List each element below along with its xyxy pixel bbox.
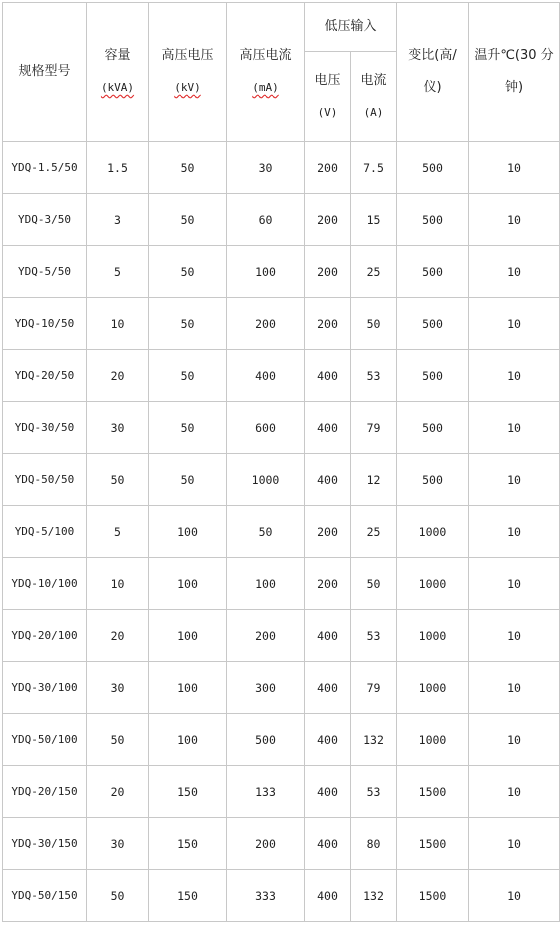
header-lv-current	[351, 52, 397, 142]
cell-hv-current: 30	[227, 142, 305, 194]
cell-temp-rise: 10	[469, 298, 560, 350]
cell-hv-current: 500	[227, 714, 305, 766]
cell-model: YDQ-50/150	[3, 870, 87, 922]
cell-lv-current: 132	[351, 870, 397, 922]
cell-temp-rise: 10	[469, 714, 560, 766]
cell-model: YDQ-5/100	[3, 506, 87, 558]
header-hv-voltage-label: 高压电压	[161, 48, 214, 63]
cell-temp-rise: 10	[469, 662, 560, 714]
cell-temp-rise: 10	[469, 818, 560, 870]
cell-capacity: 50	[87, 714, 149, 766]
cell-model: YDQ-10/100	[3, 558, 87, 610]
header-capacity-unit: (kVA)	[100, 81, 135, 94]
cell-ratio: 1000	[397, 506, 469, 558]
cell-hv-voltage: 150	[149, 766, 227, 818]
table-body	[3, 142, 560, 922]
header-temp-rise	[469, 3, 560, 142]
cell-hv-current: 100	[227, 558, 305, 610]
cell-temp-rise: 10	[469, 194, 560, 246]
header-lv-voltage-label: 电压	[314, 72, 341, 88]
table-header	[3, 3, 560, 142]
cell-hv-current: 100	[227, 246, 305, 298]
header-model-label: 规格型号	[18, 64, 71, 79]
cell-ratio: 500	[397, 246, 469, 298]
cell-temp-rise: 10	[469, 246, 560, 298]
cell-lv-current: 50	[351, 298, 397, 350]
cell-lv-current: 15	[351, 194, 397, 246]
table-row	[3, 142, 560, 194]
header-hv-current	[227, 3, 305, 142]
header-capacity	[87, 3, 149, 142]
cell-hv-voltage: 100	[149, 558, 227, 610]
table-row	[3, 350, 560, 402]
cell-model: YDQ-5/50	[3, 246, 87, 298]
table-row	[3, 298, 560, 350]
cell-hv-current: 600	[227, 402, 305, 454]
cell-capacity: 30	[87, 402, 149, 454]
cell-temp-rise: 10	[469, 142, 560, 194]
table-row	[3, 558, 560, 610]
cell-capacity: 5	[87, 506, 149, 558]
cell-model: YDQ-30/150	[3, 818, 87, 870]
cell-ratio: 500	[397, 142, 469, 194]
cell-lv-current: 25	[351, 246, 397, 298]
cell-lv-voltage: 200	[305, 194, 351, 246]
cell-lv-voltage: 400	[305, 714, 351, 766]
cell-hv-current: 60	[227, 194, 305, 246]
cell-capacity: 10	[87, 298, 149, 350]
cell-temp-rise: 10	[469, 870, 560, 922]
cell-hv-current: 200	[227, 818, 305, 870]
cell-temp-rise: 10	[469, 454, 560, 506]
cell-lv-voltage: 200	[305, 298, 351, 350]
header-lv-input-label: 低压输入	[324, 19, 377, 35]
cell-capacity: 50	[87, 454, 149, 506]
cell-capacity: 10	[87, 558, 149, 610]
cell-model: YDQ-1.5/50	[3, 142, 87, 194]
cell-lv-current: 80	[351, 818, 397, 870]
cell-model: YDQ-20/100	[3, 610, 87, 662]
cell-ratio: 1000	[397, 714, 469, 766]
cell-capacity: 5	[87, 246, 149, 298]
cell-lv-voltage: 200	[305, 142, 351, 194]
cell-hv-current: 200	[227, 610, 305, 662]
table-row	[3, 818, 560, 870]
header-temp-rise-label: 温升℃(30 分	[474, 48, 554, 63]
cell-temp-rise: 10	[469, 766, 560, 818]
cell-ratio: 1000	[397, 558, 469, 610]
spec-table	[2, 2, 560, 922]
header-lv-voltage-unit: (V)	[317, 105, 338, 119]
header-lv-current-unit: (A)	[363, 105, 384, 119]
table-row	[3, 402, 560, 454]
cell-lv-current: 7.5	[351, 142, 397, 194]
cell-hv-voltage: 50	[149, 402, 227, 454]
cell-ratio: 500	[397, 298, 469, 350]
header-ratio-label-cont: 仪)	[423, 80, 442, 95]
cell-ratio: 500	[397, 194, 469, 246]
header-model	[3, 3, 87, 142]
cell-hv-voltage: 50	[149, 246, 227, 298]
cell-lv-current: 12	[351, 454, 397, 506]
cell-ratio: 1500	[397, 818, 469, 870]
cell-capacity: 20	[87, 610, 149, 662]
cell-hv-voltage: 100	[149, 662, 227, 714]
cell-lv-voltage: 400	[305, 610, 351, 662]
cell-lv-current: 132	[351, 714, 397, 766]
cell-model: YDQ-20/150	[3, 766, 87, 818]
cell-ratio: 1500	[397, 870, 469, 922]
cell-temp-rise: 10	[469, 402, 560, 454]
cell-ratio: 500	[397, 402, 469, 454]
cell-model: YDQ-30/50	[3, 402, 87, 454]
cell-lv-current: 25	[351, 506, 397, 558]
cell-lv-current: 79	[351, 662, 397, 714]
cell-capacity: 20	[87, 766, 149, 818]
cell-lv-current: 79	[351, 402, 397, 454]
cell-model: YDQ-30/100	[3, 662, 87, 714]
header-ratio-label: 变比(高/	[408, 48, 457, 63]
cell-lv-voltage: 400	[305, 350, 351, 402]
cell-capacity: 1.5	[87, 142, 149, 194]
table-row	[3, 610, 560, 662]
cell-model: YDQ-10/50	[3, 298, 87, 350]
cell-hv-voltage: 100	[149, 610, 227, 662]
cell-hv-voltage: 50	[149, 194, 227, 246]
cell-temp-rise: 10	[469, 610, 560, 662]
table-row	[3, 506, 560, 558]
table-row	[3, 194, 560, 246]
cell-lv-voltage: 200	[305, 246, 351, 298]
table-row	[3, 662, 560, 714]
cell-hv-voltage: 100	[149, 714, 227, 766]
cell-lv-voltage: 400	[305, 766, 351, 818]
cell-temp-rise: 10	[469, 506, 560, 558]
cell-capacity: 3	[87, 194, 149, 246]
cell-hv-voltage: 50	[149, 454, 227, 506]
cell-capacity: 30	[87, 662, 149, 714]
cell-temp-rise: 10	[469, 350, 560, 402]
cell-model: YDQ-50/50	[3, 454, 87, 506]
cell-hv-current: 300	[227, 662, 305, 714]
cell-ratio: 1000	[397, 662, 469, 714]
cell-hv-voltage: 100	[149, 506, 227, 558]
cell-hv-current: 400	[227, 350, 305, 402]
cell-ratio: 1000	[397, 610, 469, 662]
cell-capacity: 50	[87, 870, 149, 922]
header-hv-voltage	[149, 3, 227, 142]
cell-hv-current: 200	[227, 298, 305, 350]
header-temp-rise-label-cont: 钟)	[504, 80, 524, 95]
header-lv-current-label: 电流	[360, 72, 387, 88]
header-hv-voltage-unit: (kV)	[174, 81, 201, 94]
cell-lv-current: 50	[351, 558, 397, 610]
cell-lv-voltage: 400	[305, 818, 351, 870]
cell-hv-voltage: 50	[149, 298, 227, 350]
cell-lv-voltage: 400	[305, 454, 351, 506]
cell-ratio: 500	[397, 454, 469, 506]
cell-temp-rise: 10	[469, 558, 560, 610]
cell-capacity: 20	[87, 350, 149, 402]
cell-lv-voltage: 400	[305, 870, 351, 922]
cell-hv-current: 50	[227, 506, 305, 558]
table-row	[3, 870, 560, 922]
cell-hv-voltage: 50	[149, 142, 227, 194]
cell-model: YDQ-20/50	[3, 350, 87, 402]
table-row	[3, 714, 560, 766]
cell-model: YDQ-50/100	[3, 714, 87, 766]
cell-model: YDQ-3/50	[3, 194, 87, 246]
cell-hv-current: 333	[227, 870, 305, 922]
cell-hv-current: 133	[227, 766, 305, 818]
cell-lv-current: 53	[351, 766, 397, 818]
cell-lv-current: 53	[351, 350, 397, 402]
cell-lv-current: 53	[351, 610, 397, 662]
cell-lv-voltage: 400	[305, 662, 351, 714]
cell-lv-voltage: 400	[305, 402, 351, 454]
header-lv-voltage	[305, 52, 351, 142]
cell-lv-voltage: 200	[305, 558, 351, 610]
cell-lv-voltage: 200	[305, 506, 351, 558]
cell-ratio: 500	[397, 350, 469, 402]
header-ratio	[397, 3, 469, 142]
cell-capacity: 30	[87, 818, 149, 870]
header-hv-current-label: 高压电流	[239, 48, 292, 63]
table-row	[3, 246, 560, 298]
header-hv-current-unit: (mA)	[252, 81, 279, 94]
table-row	[3, 766, 560, 818]
header-capacity-label: 容量	[104, 48, 131, 63]
cell-hv-voltage: 150	[149, 870, 227, 922]
cell-ratio: 1500	[397, 766, 469, 818]
cell-hv-current: 1000	[227, 454, 305, 506]
table-row	[3, 454, 560, 506]
cell-hv-voltage: 150	[149, 818, 227, 870]
header-lv-input	[305, 3, 397, 52]
cell-hv-voltage: 50	[149, 350, 227, 402]
